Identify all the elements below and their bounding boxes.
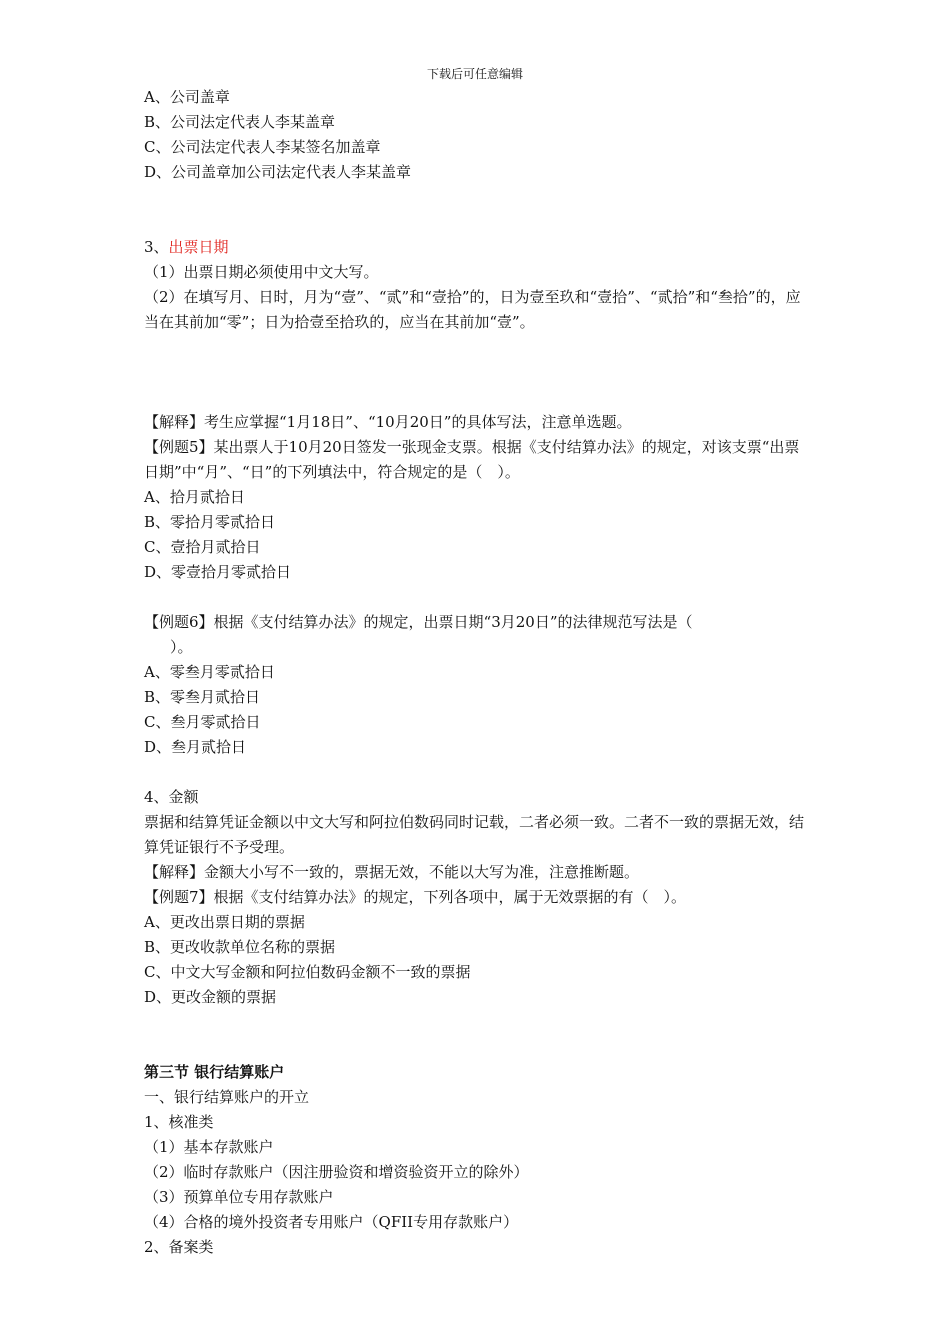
example-5-option-c: C、壹拾月贰拾日 [144, 538, 261, 556]
example-7-option-c: C、中文大写金额和阿拉伯数码金额不一致的票据 [144, 963, 471, 981]
section-3-item-2: （2）在填写月、日时，月为“壹”、“贰”和“壹拾”的，日为壹至玖和“壹拾”、“贰拾”和“叁拾”的，应当在其前加“零”；日为拾壹至拾玖的，应当在其前加“壹”。 [144, 288, 801, 331]
category-1-item-3: （3）预算单位专用存款账户 [144, 1188, 334, 1206]
spacer [144, 585, 814, 610]
spacer [144, 335, 814, 410]
example-7-option-b: B、更改收款单位名称的票据 [144, 938, 336, 956]
option-c: C、公司法定代表人李某签名加盖章 [144, 138, 381, 156]
section-three-subheading: 一、银行结算账户的开立 [144, 1088, 310, 1106]
example-5-option-d: D、零壹拾月零贰拾日 [144, 563, 292, 581]
section-three-title: 第三节 银行结算账户 [144, 1063, 285, 1081]
section-4-heading: 4、金额 [144, 788, 199, 806]
example-6-question-line-1: 【例题6】根据《支付结算办法》的规定，出票日期“3月20日”的法律规范写法是（ [144, 613, 693, 631]
category-1-item-4: （4）合格的境外投资者专用账户（QFII专用存款账户） [144, 1213, 519, 1231]
page-header: 下载后可任意编辑 [426, 67, 523, 81]
category-2-heading: 2、备案类 [144, 1238, 214, 1256]
category-1-item-2: （2）临时存款账户（因注册验资和增资验资开立的除外） [144, 1163, 529, 1181]
option-d: D、公司盖章加公司法定代表人李某盖章 [144, 163, 412, 181]
example-5-question: 【例题5】某出票人于10月20日签发一张现金支票。根据《支付结算办法》的规定，对该支票“出票日期”中“月”、“日”的下列填法中，符合规定的是（ ）。 [144, 438, 800, 481]
option-b: B、公司法定代表人李某盖章 [144, 113, 336, 131]
option-a: A、公司盖章 [144, 88, 230, 106]
example-6-option-c: C、叁月零贰拾日 [144, 713, 261, 731]
spacer [144, 185, 814, 235]
spacer [144, 1010, 814, 1060]
section-3-item-1: （1）出票日期必须使用中文大写。 [144, 263, 379, 281]
section-4-explain: 【解释】金额大小写不一致的，票据无效，不能以大写为准，注意推断题。 [144, 863, 640, 881]
example-6-option-d: D、叁月贰拾日 [144, 738, 247, 756]
spacer [144, 760, 814, 785]
example-6-question-line-2: ）。 [170, 638, 193, 656]
section-3-heading [144, 235, 814, 260]
explain-1: 【解释】考生应掌握“1月18日”、“10月20日”的具体写法，注意单选题。 [144, 413, 632, 431]
example-6-option-a: A、零叁月零贰拾日 [144, 663, 275, 681]
example-7-option-d: D、更改金额的票据 [144, 988, 277, 1006]
section-3-number: 3、 [144, 238, 169, 256]
section-4-body: 票据和结算凭证金额以中文大写和阿拉伯数码同时记载，二者必须一致。二者不一致的票据无效，结算凭证银行不予受理。 [144, 813, 805, 856]
category-1-item-1: （1）基本存款账户 [144, 1138, 274, 1156]
category-1-heading: 1、核准类 [144, 1113, 214, 1131]
document-body [144, 85, 814, 1260]
section-3-title: 出票日期 [168, 238, 229, 256]
example-5-option-b: B、零拾月零贰拾日 [144, 513, 276, 531]
example-7-question: 【例题7】根据《支付结算办法》的规定，下列各项中，属于无效票据的有（ ）。 [144, 888, 687, 906]
example-6-option-b: B、零叁月贰拾日 [144, 688, 261, 706]
example-7-option-a: A、更改出票日期的票据 [144, 913, 305, 931]
example-5-option-a: A、拾月贰拾日 [144, 488, 245, 506]
